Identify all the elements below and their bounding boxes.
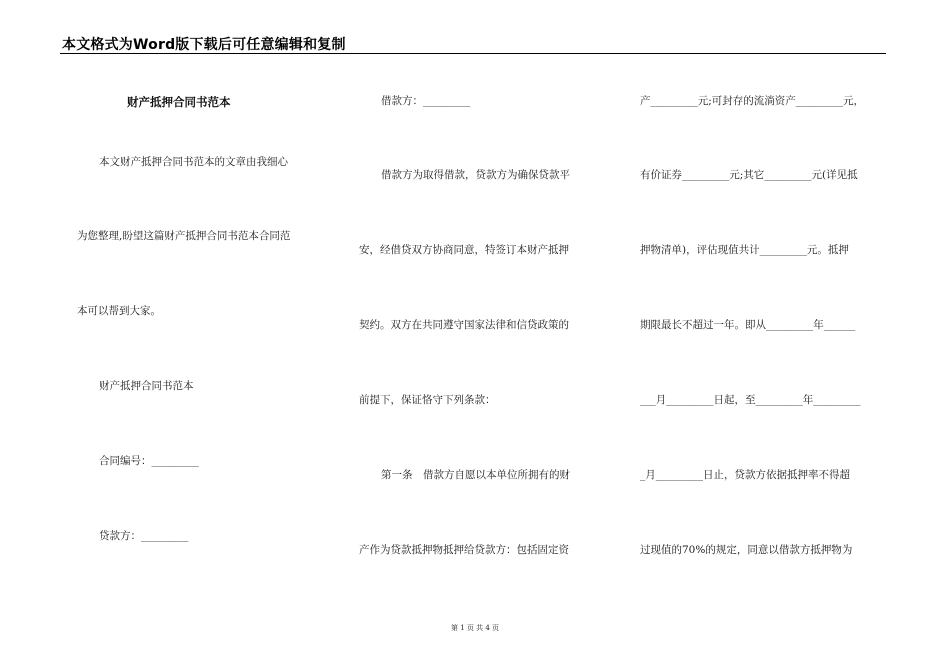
col3-line-3: 押物清单)，评估现值共计_________元。抵押 [640,244,849,256]
col2-line-3: 安，经借贷双方协商同意，特签订本财产抵押 [359,244,569,256]
col3-line-4: 期限最长不超过一年。即从_________年______ [640,319,856,331]
col1-line-6: 贷款方：_________ [99,530,189,542]
page-header: 本文格式为Word版下载后可任意编辑和复制 [62,37,346,53]
col3-line-2: 有价证券_________元;其它_________元(详见抵 [640,169,858,181]
col1-line-4: 财产抵押合同书范本 [99,380,194,392]
col2-line-1: 借款方：_________ [381,95,471,107]
col2-line-7: 产作为贷款抵押物抵押给贷款方：包括固定资 [359,544,569,556]
col3-line-6: _月_________日止，贷款方依据抵押率不得超 [640,469,850,481]
col2-line-4: 契约。双方在共同遵守国家法律和信贷政策的 [359,319,569,331]
page-footer: 第 1 页 共 4 页 [450,624,500,632]
col1-line-2: 为您整理,盼望这篇财产抵押合同书范本合同范 [77,230,291,242]
col1-line-5: 合同编号：_________ [99,455,199,467]
col2-line-2: 借款方为取得借款，贷款方为确保贷款平 [381,169,570,181]
document-title: 财产抵押合同书范本 [127,95,231,109]
col1-line-1: 本文财产抵押合同书范本的文章由我细心 [99,156,288,168]
col2-line-5: 前提下，保证恪守下列条款： [359,394,496,406]
col2-line-6: 第一条 借款方自愿以本单位所拥有的财 [381,469,570,481]
col3-line-7: 过现值的70%的规定，同意以借款方抵押物为 [640,544,853,556]
col3-line-1: 产_________元;可封存的流淌资产_________元， [640,95,865,107]
col1-line-3: 本可以帮到大家。 [77,305,161,317]
col3-line-5: ___月_________日起，至_________年_________ [640,394,861,406]
header-rule [60,53,886,54]
